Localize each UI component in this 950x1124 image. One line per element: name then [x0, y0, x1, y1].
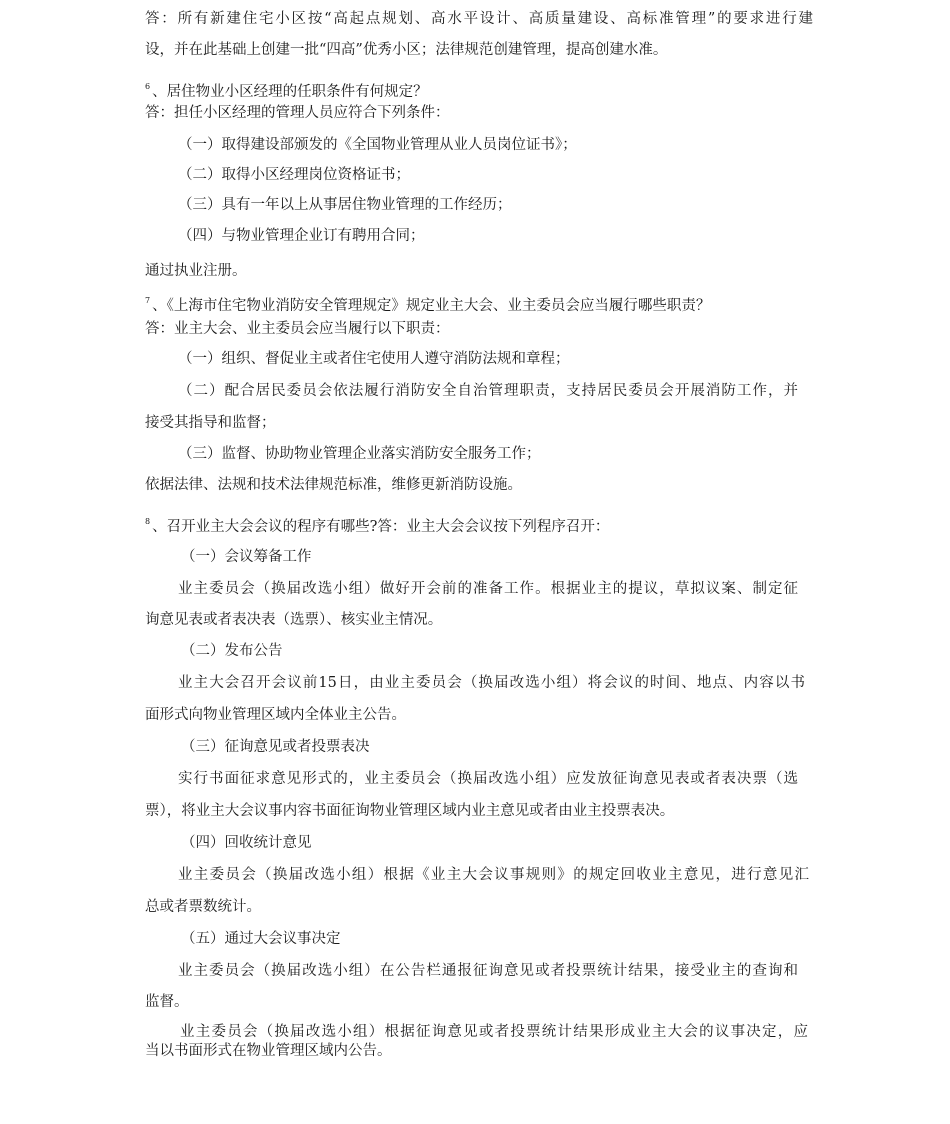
paragraph-line: 实行书面征求意见形式的，业主委员会（换届改选小组）应发放征询意见表或者表决票（选	[178, 771, 798, 787]
question-text: 、《上海市住宅物业消防安全管理规定》规定业主大会、业主委员会应当履行哪些职责？	[152, 298, 711, 314]
text-line: 接受其指导和监督；	[145, 415, 276, 431]
list-item: （一）组织、督促业主或者住宅使用人遵守消防法规和章程；	[178, 351, 570, 367]
section-heading: （一）会议筹备工作	[181, 549, 312, 565]
question-text: 、居住物业小区经理的任职条件有何规定？	[152, 84, 428, 100]
question-heading	[145, 77, 813, 102]
text-line: 通过执业注册。	[145, 263, 247, 279]
answer-intro: 答：业主大会、业主委员会应当履行以下职责：	[145, 321, 450, 337]
answer-intro: 答：担任小区经理的管理人员应符合下列条件：	[145, 105, 450, 121]
question-number: 7	[145, 296, 151, 305]
section-heading: （二）发布公告	[181, 643, 283, 659]
text-line: 依据法律、法规和技术法律规范标准，维修更新消防设施。	[145, 477, 522, 493]
paragraph-line: 业主委员会（换届改选小组）根据《业主大会议事规则》的规定回收业主意见，进行意见汇	[178, 867, 809, 883]
question-number: 6	[145, 82, 151, 91]
list-item: （二）取得小区经理岗位资格证书；	[178, 167, 410, 183]
section-heading: （三）征询意见或者投票表决	[181, 739, 370, 755]
text-line: 设，并在此基础上创建一批“四高”优秀小区；法律规范创建管理，提高创建水准。	[145, 42, 668, 58]
paragraph-line: 业主委员会（换届改选小组）根据征询意见或者投票统计结果形成业主大会的议事决定，应	[180, 1024, 808, 1040]
list-item: （四）与物业管理企业订有聘用合同；	[178, 228, 425, 244]
list-item: （三）监督、协助物业管理企业落实消防安全服务工作；	[178, 446, 541, 462]
paragraph-line: 当以书面形式在物业管理区域内公告。	[145, 1043, 392, 1059]
paragraph-line: 业主委员会（换届改选小组）在公告栏通报征询意见或者投票统计结果，接受业主的查询和	[178, 963, 798, 979]
text-line: 答：所有新建住宅小区按“高起点规划、高水平设计、高质量建设、高标准管理”的要求进行建	[145, 11, 813, 27]
question-number: 8	[145, 517, 151, 526]
question-heading	[145, 291, 813, 316]
section-heading: （四）回收统计意见	[181, 835, 312, 851]
section-heading: （五）通过大会议事决定	[181, 931, 341, 947]
paragraph-line: 监督。	[145, 994, 189, 1010]
list-item: （一）取得建设部颁发的《全国物业管理从业人员岗位证书》；	[178, 137, 577, 153]
paragraph-line: 业主大会召开会议前15日，由业主委员会（换届改选小组）将会议的时间、地点、内容以书	[178, 675, 805, 691]
list-item: （三）具有一年以上从事居住物业管理的工作经历；	[178, 197, 512, 213]
paragraph-line: 总或者票数统计。	[145, 899, 261, 915]
question-text: 、召开业主大会会议的程序有哪些?答：业主大会会议按下列程序召开：	[152, 519, 610, 535]
question-heading	[145, 512, 813, 537]
paragraph-line: 面形式向物业管理区域内全体业主公告。	[145, 707, 406, 723]
paragraph-line: 业主委员会（换届改选小组）做好开会前的准备工作。根据业主的提议，草拟议案、制定征	[178, 581, 798, 597]
list-item: （二）配合居民委员会依法履行消防安全自治管理职责，支持居民委员会开展消防工作，并	[178, 383, 798, 399]
paragraph-line: 询意见表或者表决表（选票）、核实业主情况。	[145, 612, 443, 628]
paragraph-line: 票），将业主大会议事内容书面征询物业管理区域内业主意见或者由业主投票表决。	[145, 803, 675, 819]
